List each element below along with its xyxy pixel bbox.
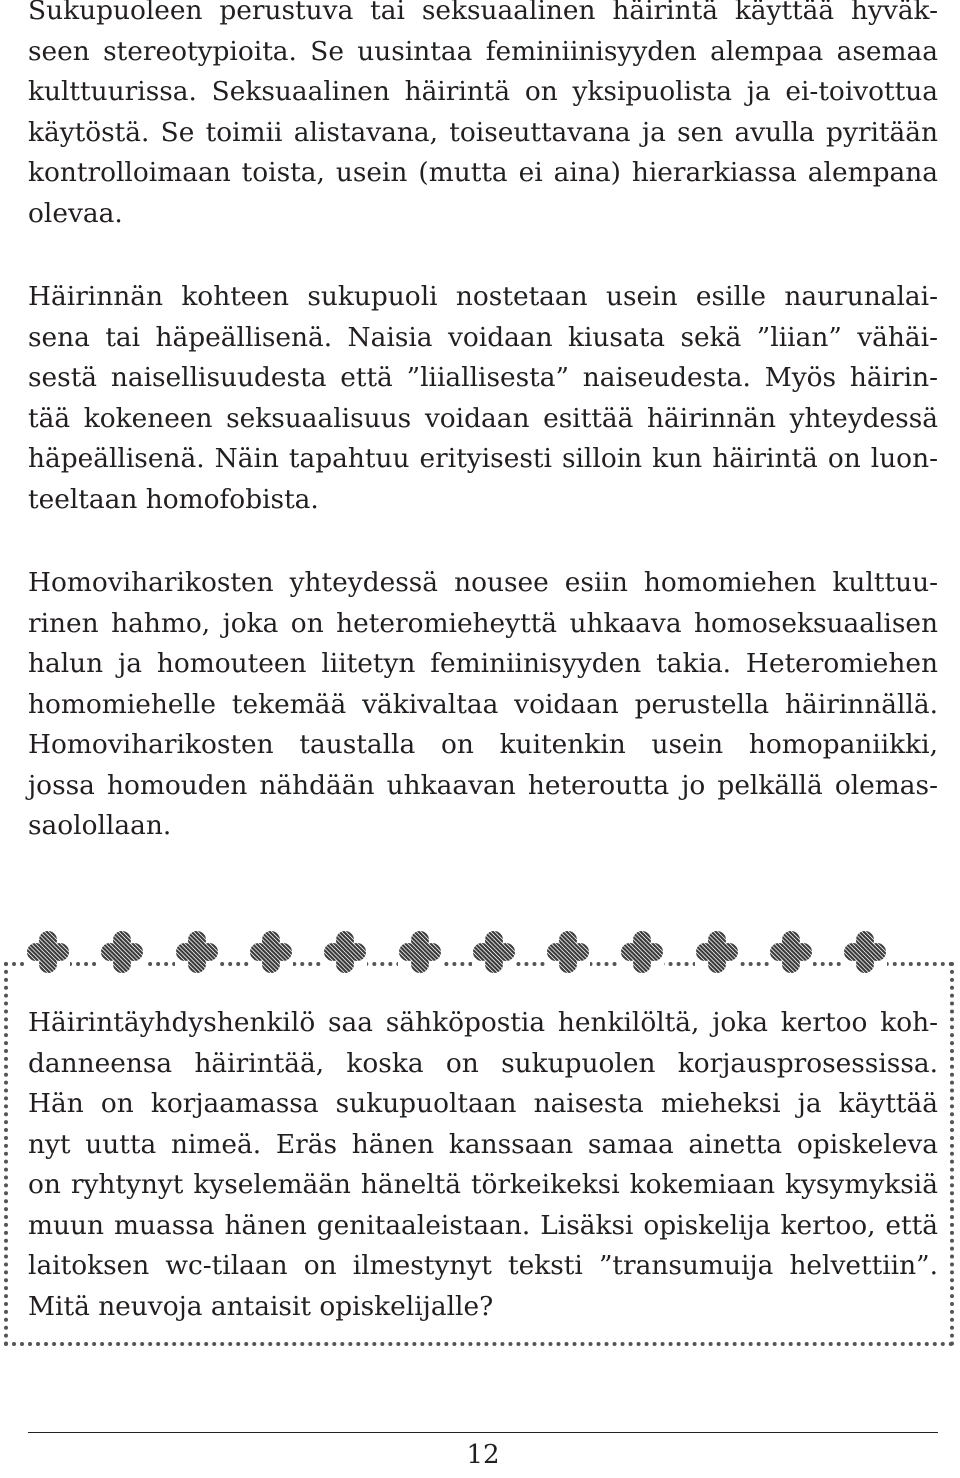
- text-line: Hän on korjaamassa sukupuoltaan naisesta mieheksi ja käyttää: [28, 1088, 938, 1119]
- text-line: olevaa.: [28, 197, 123, 229]
- text-line: Homoviharikosten taustalla on kuitenkin usein homopaniikki,: [28, 729, 938, 760]
- snowflake-icon: [843, 930, 887, 974]
- text-line: Mitä neuvoja antaisit opiskelijalle?: [28, 1290, 494, 1322]
- footer-divider: [28, 1432, 938, 1433]
- body-paragraph-1: [28, 0, 938, 234]
- text-line: on ryhtynyt kyselemään häneltä törkeikeksi kokemiaan kysymyksiä: [28, 1169, 938, 1200]
- snowflake-icon: [620, 930, 664, 974]
- page-number: 12: [466, 1440, 500, 1470]
- text-line: tää kokeneen seksuaalisuus voidaan esittää häirinnän yhteydessä: [28, 402, 938, 434]
- text-line: saolollaan.: [28, 810, 172, 841]
- text-line: kontrolloimaan toista, usein (mutta ei aina) hierarkiassa alempana: [28, 157, 938, 188]
- snowflake-icon: [175, 930, 219, 974]
- snowflake-icon: [100, 930, 144, 974]
- snowflake-icon: [323, 930, 367, 974]
- text-line: Homoviharikosten yhteydessä nousee esiin homomiehen kulttuu-: [28, 567, 938, 598]
- text-line: halun ja homouteen liitetyn feminiinisyyden takia. Heteromiehen: [28, 648, 938, 679]
- text-line: jossa homouden nähdään uhkaavan heteroutta jo pelkällä olemas-: [28, 769, 938, 801]
- case-example-text: [28, 1003, 938, 1327]
- text-line: seen stereotypioita. Se uusintaa feminiinisyyden alempaa asemaa: [28, 35, 938, 67]
- text-line: käytöstä. Se toimii alistavana, toiseuttavana ja sen avulla pyritään: [28, 116, 938, 148]
- body-paragraph-2: [28, 277, 938, 520]
- text-line: nyt uutta nimeä. Eräs hänen kanssaan samaa ainetta opiskeleva: [28, 1128, 938, 1160]
- text-line: danneensa häirintää, koska on sukupuolen korjausprosessissa.: [28, 1047, 938, 1079]
- snowflake-icon: [26, 930, 70, 974]
- snowflake-icon: [769, 930, 813, 974]
- text-line: laitoksen wc-tilaan on ilmestynyt teksti ”transumuija helvettiin”.: [28, 1250, 938, 1281]
- snowflake-icon: [695, 930, 739, 974]
- snowflake-icon: [249, 930, 293, 974]
- text-line: teeltaan homofobista.: [28, 483, 319, 515]
- text-line: rinen hahmo, joka on heteromieheyttä uhkaava homoseksuaalisen: [28, 607, 938, 639]
- text-line: Sukupuoleen perustuva tai seksuaalinen häirintä käyttää hyväk-: [28, 0, 938, 26]
- snowflake-icon: [398, 930, 442, 974]
- body-paragraph-3: [28, 563, 938, 847]
- snowflake-icon: [472, 930, 516, 974]
- text-line: muun muassa hänen genitaaleistaan. Lisäksi opiskelija kertoo, että: [28, 1209, 938, 1241]
- text-line: sestä naisellisuudesta että ”liiallisesta” naiseudesta. Myös häirin-: [28, 362, 938, 393]
- text-line: Häirinnän kohteen sukupuoli nostetaan usein esille naurunalai-: [28, 281, 938, 312]
- snowflake-ornament-row: [26, 930, 936, 976]
- text-line: Häirintäyhdyshenkilö saa sähköpostia henkilöltä, joka kertoo koh-: [28, 1007, 938, 1038]
- text-line: kulttuurissa. Seksuaalinen häirintä on yksipuolista ja ei-toivottua: [28, 76, 938, 107]
- snowflake-icon: [546, 930, 590, 974]
- text-line: häpeällisenä. Näin tapahtuu erityisesti silloin kun häirintä on luon-: [28, 443, 938, 474]
- text-line: sena tai häpeällisenä. Naisia voidaan kiusata sekä ”liian” vähäi-: [28, 321, 938, 353]
- text-line: homomiehelle tekemää väkivaltaa voidaan perustella häirinnällä.: [28, 688, 938, 720]
